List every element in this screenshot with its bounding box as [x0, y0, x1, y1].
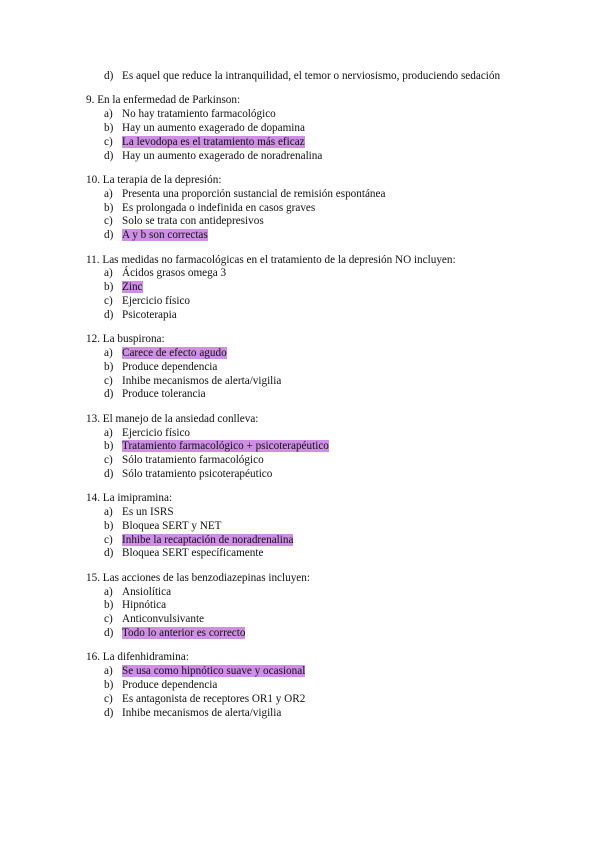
answer-option [86, 520, 526, 534]
option-letter: a) [104, 108, 113, 121]
question-title: 16. La difenhidramina: [86, 651, 189, 664]
option-letter: c) [104, 215, 113, 228]
option-text: Produce tolerancia [122, 388, 206, 401]
answer-option [86, 122, 526, 136]
answer-option [86, 295, 526, 309]
option-letter: c) [104, 374, 113, 387]
question-block [86, 413, 526, 482]
option-text: Ejercicio físico [122, 294, 191, 307]
option-letter: d) [104, 706, 114, 719]
option-text: Es prolongada o indefinida en casos graves [122, 201, 316, 214]
option-text: Ejercicio físico [122, 426, 191, 439]
answer-option [86, 707, 526, 721]
option-letter: d) [104, 308, 114, 321]
answer-option [86, 388, 526, 402]
question-title: 14. La imipramina: [86, 492, 173, 505]
question-title: 12. La buspirona: [86, 333, 165, 346]
question-block [86, 651, 526, 720]
option-letter: b) [104, 281, 114, 294]
answer-option [86, 454, 526, 468]
highlighted-answer-option [86, 627, 526, 641]
answer-option [86, 599, 526, 613]
highlighted-option-text: Carece de efecto agudo [122, 346, 227, 359]
question-block [86, 94, 526, 163]
highlighted-answer-option [86, 136, 526, 150]
option-text: Bloquea SERT y NET [122, 519, 222, 532]
option-letter: d) [104, 547, 114, 560]
continuation-option [86, 70, 526, 84]
answer-option [86, 506, 526, 520]
answer-option [86, 188, 526, 202]
option-letter: c) [104, 692, 113, 705]
option-letter: c) [104, 613, 113, 626]
highlighted-option-text: La levodopa es el tratamiento más eficaz [122, 135, 305, 148]
highlighted-answer-option [86, 665, 526, 679]
option-letter: d) [104, 467, 114, 480]
option-letter: d) [104, 149, 114, 162]
question-block [86, 572, 526, 641]
question-block [86, 254, 526, 323]
option-letter: c) [104, 454, 113, 467]
option-letter: b) [104, 679, 114, 692]
question-title: 13. El manejo de la ansiedad conlleva: [86, 412, 259, 425]
highlighted-option-text: Inhibe la recaptación de noradrenalina [122, 533, 294, 546]
highlighted-option-text: Se usa como hipnótico suave y ocasional [122, 665, 306, 678]
option-text: Hay un aumento exagerado de dopamina [122, 121, 305, 134]
highlighted-option-text: Zinc [122, 281, 143, 294]
option-letter: d) [104, 70, 114, 82]
option-text: Es aquel que reduce la intranquilidad, el temor o nerviosismo, produciendo sedación [122, 70, 501, 82]
answer-option [86, 693, 526, 707]
option-letter: a) [104, 506, 113, 519]
option-text: Anticonvulsivante [122, 613, 205, 626]
answer-option [86, 202, 526, 216]
answer-option [86, 586, 526, 600]
option-letter: b) [104, 599, 114, 612]
option-text: Inhibe mecanismos de alerta/vigilia [122, 706, 282, 719]
option-letter: b) [104, 201, 114, 214]
highlighted-option-text: A y b son correctas [122, 229, 208, 242]
question-block [86, 492, 526, 561]
answer-option [86, 613, 526, 627]
option-letter: a) [104, 267, 113, 280]
option-text: Ácidos grasos omega 3 [122, 267, 227, 280]
highlighted-answer-option [86, 440, 526, 454]
option-letter: a) [104, 585, 113, 598]
highlighted-answer-option [86, 229, 526, 243]
option-text: Solo se trata con antidepresivos [122, 215, 264, 228]
option-text: Produce dependencia [122, 679, 218, 692]
answer-option [86, 215, 526, 229]
option-letter: b) [104, 519, 114, 532]
option-letter: a) [104, 346, 113, 359]
option-text: Hay un aumento exagerado de noradrenalina [122, 149, 323, 162]
answer-option [86, 309, 526, 323]
question-block [86, 333, 526, 402]
option-letter: c) [104, 533, 113, 546]
option-letter: b) [104, 121, 114, 134]
answer-option [86, 547, 526, 561]
option-letter: d) [104, 229, 114, 242]
answer-option [86, 375, 526, 389]
option-text: Produce dependencia [122, 360, 218, 373]
answer-option [86, 267, 526, 281]
option-text: Bloquea SERT específicamente [122, 547, 264, 560]
option-text: Inhibe mecanismos de alerta/vigilia [122, 374, 282, 387]
answer-option [86, 427, 526, 441]
question-block [86, 174, 526, 243]
option-d [86, 70, 526, 84]
answer-option [86, 150, 526, 164]
answer-option [86, 468, 526, 482]
option-text: No hay tratamiento farmacológico [122, 108, 276, 121]
option-text: Psicoterapia [122, 308, 177, 321]
option-text: Es un ISRS [122, 506, 174, 519]
option-text: Sólo tratamiento psicoterapéutico [122, 467, 273, 480]
highlighted-answer-option [86, 347, 526, 361]
option-letter: a) [104, 665, 113, 678]
question-title: 10. La terapia de la depresión: [86, 173, 222, 186]
option-letter: a) [104, 187, 113, 200]
answer-option [86, 108, 526, 122]
option-letter: d) [104, 388, 114, 401]
answer-option [86, 679, 526, 693]
option-letter: a) [104, 426, 113, 439]
option-letter: c) [104, 294, 113, 307]
option-letter: c) [104, 135, 113, 148]
highlighted-answer-option [86, 534, 526, 548]
highlighted-option-text: Todo lo anterior es correcto [122, 627, 246, 640]
question-title: 11. Las medidas no farmacológicas en el tratamiento de la depresión NO incluyen: [86, 253, 456, 266]
option-text: Presenta una proporción sustancial de remisión espontánea [122, 187, 386, 200]
question-title: 15. Las acciones de las benzodiazepinas incluyen: [86, 571, 310, 584]
highlighted-answer-option [86, 281, 526, 295]
answer-option [86, 361, 526, 375]
question-list [86, 94, 526, 720]
option-letter: b) [104, 440, 114, 453]
document-content [86, 70, 526, 731]
option-text: Sólo tratamiento farmacológico [122, 454, 264, 467]
option-text: Hipnótica [122, 599, 167, 612]
question-title: 9. En la enfermedad de Parkinson: [86, 94, 241, 107]
option-text: Ansiolítica [122, 585, 172, 598]
highlighted-option-text: Tratamiento farmacológico + psicoterapéutico [122, 440, 329, 453]
option-letter: d) [104, 627, 114, 640]
option-text: Es antagonista de receptores OR1 y OR2 [122, 692, 306, 705]
option-letter: b) [104, 360, 114, 373]
